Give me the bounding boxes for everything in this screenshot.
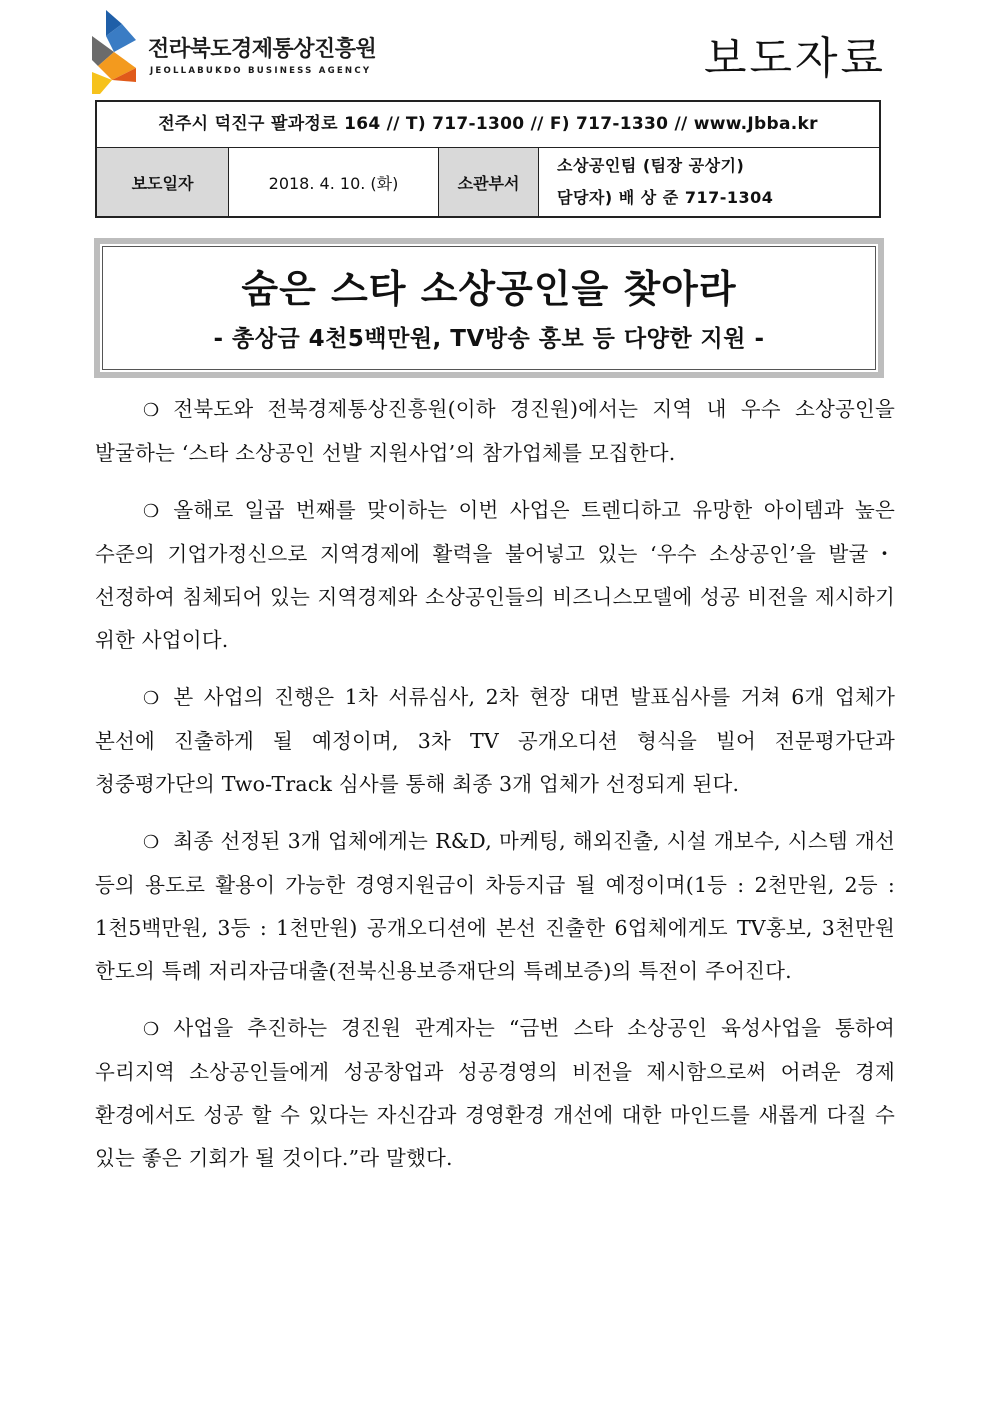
subheadline: - 총상금 4천5백만원, TV방송 홍보 등 다양한 지원 - xyxy=(213,326,765,352)
org-name-en: JEOLLABUKDO BUSINESS AGENCY xyxy=(150,66,372,76)
paragraph-text: 전북도와 전북경제통상진흥원(이하 경진원)에서는 지역 내 우수 소상공인을 발굴하는 ‘스타 소상공인 선발 지원사업’의 참가업체를 모집한다. xyxy=(95,397,895,465)
press-info-row xyxy=(97,148,879,216)
dept-contact: 담당자) 배 상 준 717-1304 xyxy=(557,188,774,207)
dept-value xyxy=(539,148,879,216)
paragraph xyxy=(95,489,895,662)
paragraph xyxy=(95,388,895,475)
paragraph xyxy=(95,820,895,993)
headline-box xyxy=(94,238,884,378)
date-label: 보도일자 xyxy=(97,148,229,216)
org-logo-mark-icon xyxy=(92,10,138,94)
headline: 숨은 스타 소상공인을 찾아라 xyxy=(241,267,737,311)
dept-team: 소상공인팀 (팀장 공상기) xyxy=(557,156,745,175)
org-name: 전라북도경제통상진흥원 xyxy=(148,37,377,62)
address-line: 전주시 덕진구 팔과정로 164 // T) 717-1300 // F) 717-1330 // www.Jbba.kr xyxy=(97,102,879,148)
circle-bullet-icon: ❍ xyxy=(143,1019,160,1040)
doc-type-title: 보도자료 xyxy=(703,33,886,84)
paragraph-text: 올해로 일곱 번째를 맞이하는 이번 사업은 트렌디하고 유망한 아이템과 높은 수준의 기업가정신으로 지역경제에 활력을 불어넣고 있는 ‘우수 소상공인’을 발굴・선정하여 침체되어 있는 지역경제와 소상공인들의 비즈니스모델에 성공 비전을 제시하기 위한 사업이다. xyxy=(95,498,895,652)
date-value: 2018. 4. 10. (화) xyxy=(229,148,439,216)
article-body xyxy=(95,388,895,1194)
circle-bullet-icon: ❍ xyxy=(143,400,160,421)
circle-bullet-icon: ❍ xyxy=(143,832,160,853)
press-info-table xyxy=(95,100,881,218)
org-logo xyxy=(92,10,412,96)
circle-bullet-icon: ❍ xyxy=(143,501,160,522)
paragraph xyxy=(95,676,895,806)
paragraph xyxy=(95,1007,895,1180)
dept-label: 소관부서 xyxy=(439,148,539,216)
circle-bullet-icon: ❍ xyxy=(143,688,160,709)
paragraph-text: 최종 선정된 3개 업체에게는 R&D, 마케팅, 해외진출, 시설 개보수, 시스템 개선 등의 용도로 활용이 가능한 경영지원금이 차등지급 될 예정이며(1등 : 2천만원, 2등 : 1천5백만원, 3등 : 1천만원) 공개오디션에 본선 진출한 6업체에게도 TV홍보, 3천만원 한도의 특례 저리자금대출(전북신용보증재단의 특례보증)의 특전이 주어진다. xyxy=(95,829,895,983)
paragraph-text: 본 사업의 진행은 1차 서류심사, 2차 현장 대면 발표심사를 거쳐 6개 업체가 본선에 진출하게 될 예정이며, 3차 TV 공개오디션 형식을 빌어 전문평가단과 청중평가단의 Two-Track 심사를 통해 최종 3개 업체가 선정되게 된다. xyxy=(95,685,895,796)
paragraph-text: 사업을 추진하는 경진원 관계자는 “금번 스타 소상공인 육성사업을 통하여 우리지역 소상공인들에게 성공창업과 성공경영의 비전을 제시함으로써 어려운 경제 환경에서도 성공 할 수 있다는 자신감과 경영환경 개선에 대한 마인드를 새롭게 다질 수 있는 좋은 기회가 될 것이다.”라 말했다. xyxy=(95,1016,895,1170)
